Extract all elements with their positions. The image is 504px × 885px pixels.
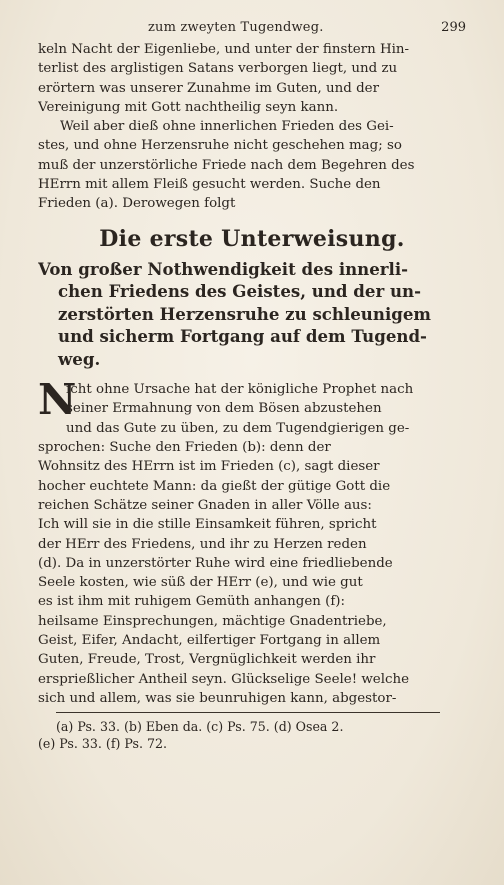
text-line: es ist ihm mit ruhigem Gemüth anhangen (f): [38, 594, 346, 610]
text-line: stes, und ohne Herzensruhe nicht geschehen mag; so [38, 138, 402, 154]
text-line: Geist, Eifer, Andacht, eilfertiger Fortgang in allem [38, 633, 381, 649]
text-line: ersprießlicher Antheil seyn. Glückselige Seele! welche [38, 671, 410, 687]
text-line: seiner Ermahnung von dem Bösen abzustehen [66, 401, 382, 417]
subtitle-line: zerstörten Herzensruhe zu schleunigem [58, 303, 431, 324]
text-line: muß der unzerstörliche Friede nach dem Begehren des [38, 157, 415, 173]
footnote-line: (a) Ps. 33. (b) Eben da. (c) Ps. 75. (d) Osea 2. [56, 719, 344, 735]
text-line: und das Gute zu üben, zu dem Tugendgierigen ge- [66, 420, 410, 436]
text-line: Guten, Freude, Trost, Vergnüglichkeit werden ihr [38, 652, 376, 668]
text-line: keln Nacht der Eigenliebe, und unter der finstern Hin- [38, 42, 410, 57]
text-line: sprochen: Suche den Frieden (b): denn der [38, 440, 331, 456]
drop-cap: N [38, 375, 77, 425]
subtitle-line: chen Friedens des Geistes, und der un- [58, 281, 421, 302]
paragraph-peace [38, 117, 466, 213]
text-line: icht ohne Ursache hat der königliche Prophet nach [66, 382, 414, 398]
text-line: erörtern was unserer Zunahme im Guten, und der [38, 80, 379, 96]
body-paragraph [38, 375, 466, 708]
text-line: Vereinigung mit Gott nachtheilig seyn kann. [38, 99, 339, 115]
paragraph-continuation [38, 40, 466, 117]
text-line: heilsame Einsprechungen, mächtige Gnadentriebe, [38, 613, 387, 629]
text-line: Wohnsitz des HErrn ist im Frieden (c), sagt dieser [38, 459, 380, 475]
text-line: sich und allem, was sie beunruhigen kann, abgestor- [38, 690, 397, 706]
text-line: Weil aber dieß ohne innerlichen Frieden des Gei- [60, 119, 394, 135]
running-head: zum zweyten Tugendweg. [148, 20, 324, 35]
text-line: terlist des arglistigen Satans verborgen liegt, und zu [38, 61, 398, 77]
page-number: 299 [441, 20, 466, 35]
text-line: HErrn mit allem Fleiß gesucht werden. Suche den [38, 177, 381, 193]
page-header [38, 18, 466, 40]
text-line: der HErr des Friedens, und ihr zu Herzen reden [38, 536, 367, 552]
subtitle-line: Von großer Nothwendigkeit des innerli- [38, 258, 409, 279]
section-subtitle [38, 258, 466, 371]
footnote-rule [56, 712, 440, 713]
text-line: Frieden (a). Derowegen folgt [38, 196, 236, 212]
text-line: Ich will sie in die stille Einsamkeit führen, spricht [38, 517, 377, 533]
section-title: Die erste Unterweisung. [99, 225, 405, 252]
subtitle-line: weg. [58, 348, 101, 369]
footnotes [38, 718, 466, 752]
text-line: (d). Da in unzerstörter Ruhe wird eine friedliebende [38, 555, 393, 571]
subtitle-line: und sicherm Fortgang auf dem Tugend- [58, 326, 427, 347]
text-line: Seele kosten, wie süß der HErr (e), und wie gut [38, 575, 363, 591]
footnote-line: (e) Ps. 33. (f) Ps. 72. [38, 736, 168, 752]
text-line: reichen Schätze seiner Gnaden in aller Völle aus: [38, 497, 372, 513]
text-line: hocher euchtete Mann: da gießt der gütige Gott die [38, 478, 391, 494]
